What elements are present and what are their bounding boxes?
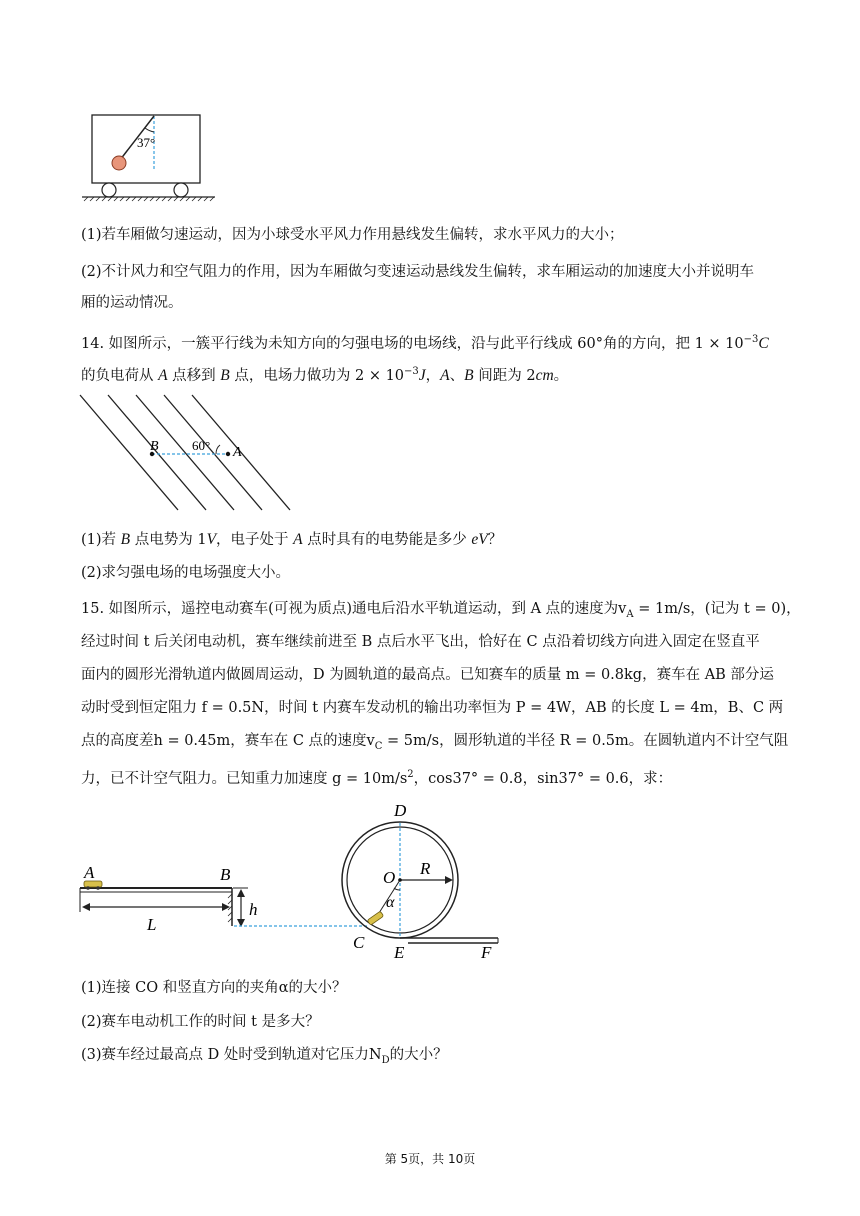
label-b-track: B <box>220 865 231 884</box>
q14-line1: 14. 如图所示，一簇平行线为未知方向的匀强电场的电场线，沿与此平行线成 60°角的方向，把 $1 \times 10^{-3}C$ <box>81 334 769 352</box>
field-angle-arc <box>216 445 220 454</box>
q14-sub2: (2)求匀强电场的电场强度大小。 <box>81 565 291 581</box>
length-arrow-left-head <box>82 903 90 911</box>
label-r: R <box>420 859 431 878</box>
length-arrow-right-head <box>222 903 230 911</box>
q15-line5: 点的高度差h = 0.45m，赛车在 C 点的速度$v_C = 5m/s$，圆形轨道的半径 R = 0.5m。在圆轨道内不计空气阻 <box>81 733 789 752</box>
label-b: B <box>150 439 159 454</box>
q15-sub1: (1)连接 CO 和竖直方向的夹角α的大小？ <box>81 980 347 996</box>
pendulum-ball <box>112 156 126 170</box>
label-l: L <box>147 915 157 934</box>
q14-line2: 的负电荷从 A 点移到 B 点，电场力做功为 $2 \times 10^{-3}J$，A、B 间距为 2cm。 <box>81 366 569 384</box>
q15-line1: 15. 如图所示，遥控电动赛车(可视为质点)通电后沿水平轨道运动，到 A 点的速度为$v_A = 1m/s$，(记为 t = 0)， <box>81 601 801 620</box>
q15-sub2: (2)赛车电动机工作的时间 t 是多大？ <box>81 1014 320 1030</box>
point-a <box>226 452 230 456</box>
q13-sub2-line1: (2)不计风力和空气阻力的作用，因为车厢做匀变速运动悬线发生偏转，求车厢运动的加速度大小并说明车 <box>81 264 755 280</box>
height-arrow-top-head <box>237 889 245 897</box>
q13-sub1: (1)若车厢做匀速运动，因为小球受水平风力作用悬线发生偏转，求水平风力的大小； <box>81 227 624 243</box>
cart-angle-label: 37° <box>137 135 156 150</box>
q15-line2: 经过时间 t 后关闭电动机，赛车继续前进至 B 点后水平飞出，恰好在 C 点沿着切线方向进入固定在竖直平 <box>81 634 760 650</box>
cart-wheel-right <box>174 183 188 197</box>
label-a-track: A <box>84 863 95 882</box>
alpha-arc <box>394 888 400 890</box>
track-figure <box>78 798 508 968</box>
radius-arrow-head <box>445 876 453 884</box>
label-d: D <box>394 801 407 820</box>
page-footer: 第 5页，共 10页 <box>384 1152 476 1166</box>
label-h: h <box>249 900 258 919</box>
field-lines-figure <box>78 393 278 513</box>
angle-arc <box>145 128 154 132</box>
car-icon-c <box>367 911 384 925</box>
label-f: F <box>481 943 492 962</box>
label-a: A <box>233 445 242 460</box>
label-60: 60° <box>192 438 211 453</box>
cart-wheel-left <box>102 183 116 197</box>
label-c: C <box>353 933 365 952</box>
q14-sub1: (1)若 B 点电势为 1V，电子处于 A 点时具有的电势能是多少 eV？ <box>81 531 503 548</box>
q13-sub2-line2: 厢的运动情况。 <box>81 295 183 311</box>
q15-line4: 动时受到恒定阻力 f = 0.5N，时间 t 内赛车发动机的输出功率恒为 P = 4W，AB 的长度 L = 4m，B、C 两 <box>81 700 784 716</box>
cart-figure <box>75 110 225 205</box>
q15-line6: 力，已不计空气阻力。已知重力加速度 $g = 10m/s^2$，cos37° = 0.8，sin37° = 0.6，求： <box>81 769 673 787</box>
label-alpha: α <box>386 894 395 911</box>
q15-sub3: (3)赛车经过最高点 D 处时受到轨道对它压力$N_D$的大小？ <box>81 1047 448 1066</box>
field-lines <box>80 395 290 510</box>
center-o <box>398 878 402 882</box>
q15-line3: 面内的圆形光滑轨道内做圆周运动，D 为圆轨道的最高点。已知赛车的质量 m = 0.8kg，赛车在 AB 部分运 <box>81 667 774 683</box>
label-o: O <box>383 868 396 887</box>
label-e: E <box>394 943 405 962</box>
